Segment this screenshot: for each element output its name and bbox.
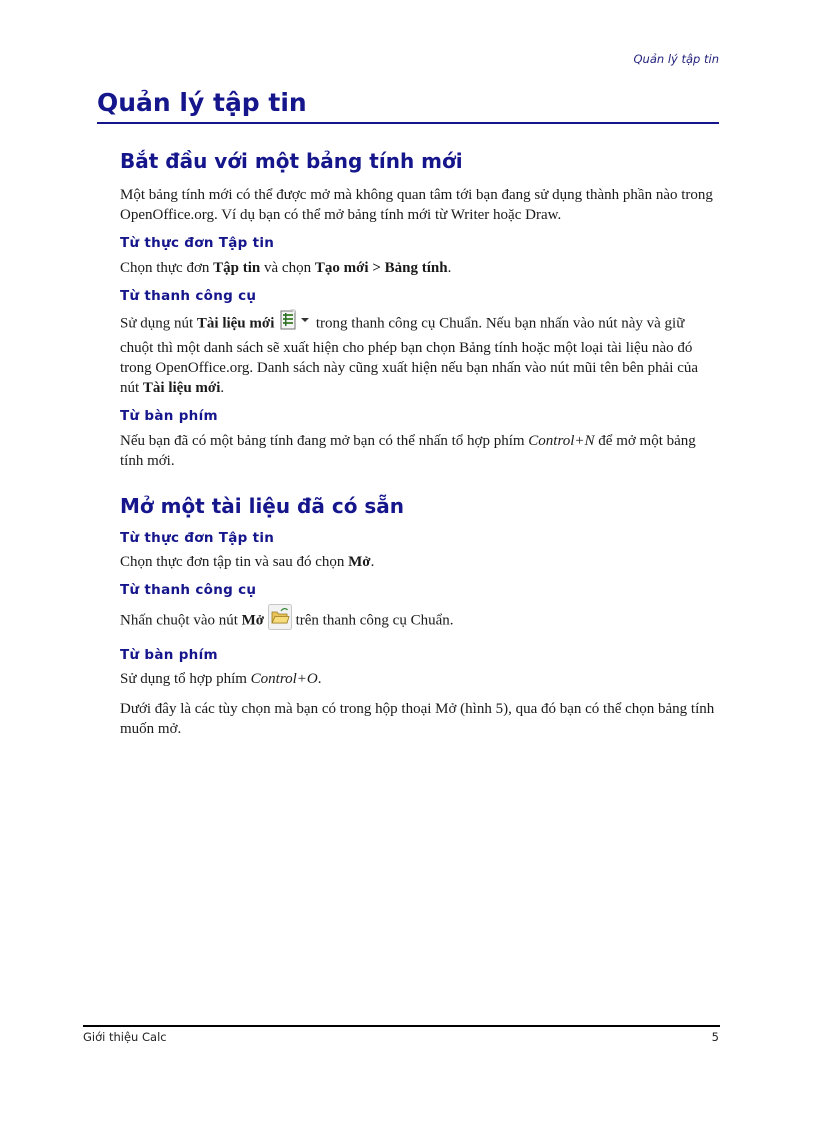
content-body [120, 148, 720, 749]
subheading-open-from-file-menu: Từ thực đơn Tập tin [120, 529, 275, 546]
open-folder-icon [268, 604, 292, 636]
paragraph-open-from-keyboard: Sử dụng tổ hợp phím Control+O. [120, 671, 322, 688]
paragraph-new-from-menu: Chọn thực đơn Tập tin và chọn Tạo mới > Bảng tính. [120, 259, 452, 276]
paragraph-new-from-keyboard: Nếu bạn đã có một bảng tính đang mở bạn có thể nhấn tổ hợp phím Control+N để mở một bảng tính mới. [120, 432, 696, 469]
running-header: Quản lý tập tin [633, 52, 719, 66]
footer-divider [83, 1025, 720, 1027]
footer-book-title: Giới thiệu Calc [83, 1030, 167, 1044]
paragraph-open-from-menu: Chọn thực đơn tập tin và sau đó chọn Mở. [120, 554, 375, 571]
chapter-title: Quản lý tập tin [97, 88, 719, 124]
section-new-spreadsheet-title: Bắt đầu với một bảng tính mới [120, 149, 463, 173]
subheading-from-toolbar: Từ thanh công cụ [120, 287, 257, 304]
subheading-open-from-toolbar: Từ thanh công cụ [120, 582, 257, 599]
page-number: 5 [711, 1030, 719, 1044]
subheading-from-file-menu: Từ thực đơn Tập tin [120, 235, 275, 251]
new-document-icon [278, 309, 312, 337]
paragraph-new-from-toolbar: Sử dụng nút Tài liệu mới trong thanh công cụ Chuẩn. Nếu bạn nhấn vào nút này và giữ chuột thì một danh sách sẽ xuất hiện cho phép bạn chọn Bảng tính hoặc một loại tài liệu nào đó trong OpenOffice.org. Danh sách này cũng xuất hiện nếu bạn nhấn vào nút mũi tên bên phải của nút Tài liệu mới. [120, 310, 720, 398]
subheading-from-keyboard: Từ bàn phím [120, 408, 218, 425]
section-open-existing-title: Mở một tài liệu đã có sẵn [120, 493, 405, 518]
section-new-spreadsheet-intro: Một bảng tính mới có thể được mở mà không quan tâm tới bạn đang sử dụng thành phần nào trong OpenOffice.org. Ví dụ bạn có thể mở bảng tính mới từ Writer hoặc Draw. [120, 187, 713, 223]
paragraph-open-from-toolbar: Nhấn chuột vào nút Mở trên thanh công cụ Chuẩn. [120, 605, 720, 637]
subheading-open-from-keyboard: Từ bàn phím [120, 646, 218, 663]
paragraph-open-dialog-intro: Dưới đây là các tùy chọn mà bạn có trong hộp thoại Mở (hình 5), qua đó bạn có thể chọn bảng tính muốn mở. [120, 701, 715, 738]
